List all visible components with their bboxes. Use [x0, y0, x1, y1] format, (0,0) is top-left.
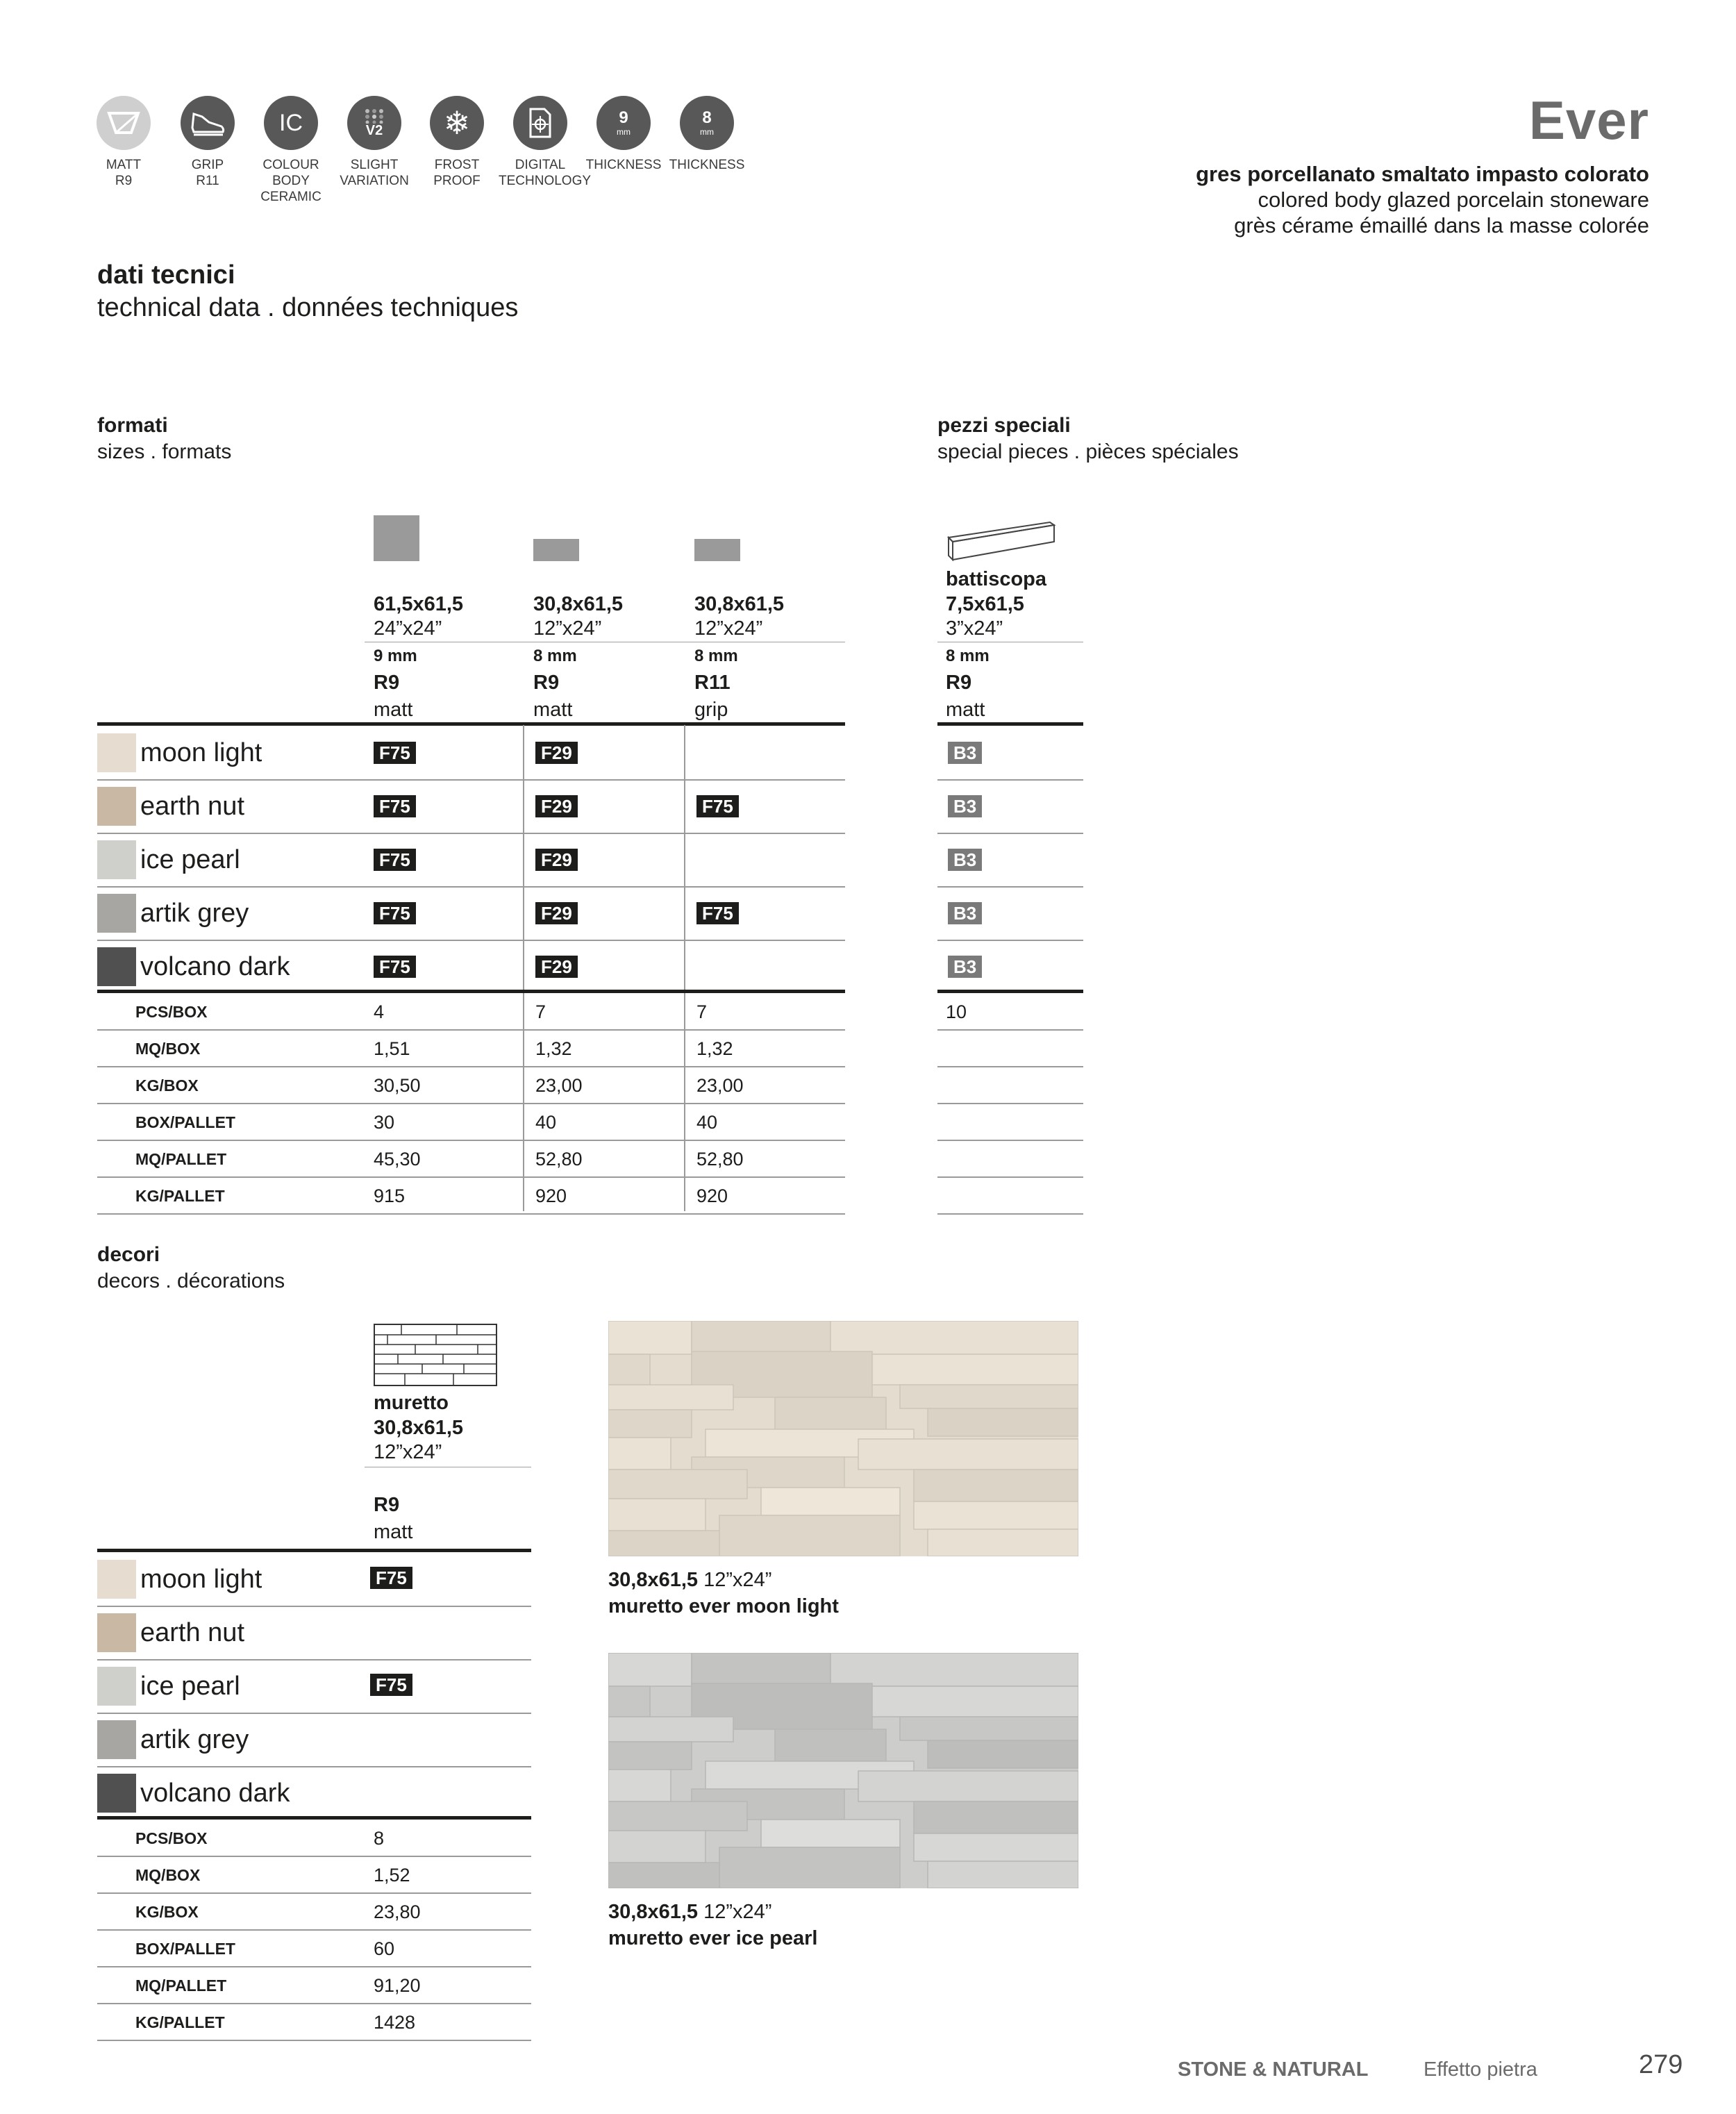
product-code-badge: F75 — [696, 902, 739, 924]
stat-value: 52,80 — [696, 1149, 744, 1170]
color-row — [97, 940, 290, 993]
stat-special-value: 10 — [946, 1001, 967, 1022]
thickness-9mm-icon: 9 mm — [596, 96, 651, 150]
stat-value: 920 — [696, 1185, 728, 1206]
stat-value: 1,32 — [535, 1038, 572, 1059]
page-number: 279 — [1639, 2050, 1683, 2079]
row-divider — [937, 779, 1083, 781]
feature-slight-variation: V2 SLIGHT VARIATION — [333, 96, 416, 189]
color-name: earth nut — [140, 1617, 244, 1647]
stat-label: KG/BOX — [135, 1076, 199, 1095]
decor-column-specs: R9 matt — [374, 1494, 413, 1543]
row-divider — [97, 1029, 845, 1031]
size-shape-rect — [533, 539, 579, 561]
column-divider — [523, 725, 524, 1211]
product-code-badge: F29 — [535, 849, 578, 871]
formati-subtitle: sizes . formats — [97, 440, 232, 463]
color-name: ice pearl — [140, 1671, 240, 1701]
special-code-badge: B3 — [948, 902, 982, 924]
ic-icon: IC — [264, 96, 318, 150]
row-divider — [937, 1029, 1083, 1031]
product-code-badge: F75 — [374, 956, 416, 978]
stat-value: 1,52 — [374, 1865, 410, 1886]
footer-subtitle: Effetto pietra — [1424, 2058, 1537, 2081]
stat-value: 40 — [696, 1112, 718, 1133]
row-divider — [97, 1213, 845, 1215]
row-divider — [937, 886, 1083, 888]
size-column-1: 61,5x61,5 24”x24” — [374, 593, 464, 640]
stat-value: 30 — [374, 1112, 395, 1133]
row-divider — [937, 1140, 1083, 1141]
feature-thickness-9: 9 mm THICKNESS — [582, 96, 665, 173]
feature-matt: MATT R9 — [82, 96, 165, 189]
stat-label: PCS/BOX — [135, 1829, 208, 1847]
product-code-badge: F29 — [535, 742, 578, 764]
stat-value: 45,30 — [374, 1149, 421, 1170]
special-column: battiscopa 7,5x61,5 3”x24” — [946, 568, 1047, 640]
color-row — [97, 833, 240, 886]
product-code-badge: F75 — [374, 849, 416, 871]
stat-value: 1,51 — [374, 1038, 410, 1059]
decor-column: muretto 30,8x61,5 12”x24” — [374, 1392, 464, 1463]
stat-value: 1428 — [374, 2012, 416, 2033]
feature-thickness-8: 8 mm THICKNESS — [665, 96, 749, 173]
row-divider — [97, 1103, 845, 1104]
shoe-icon — [181, 96, 235, 150]
decor-color-row — [97, 1660, 240, 1713]
matt-r9-icon — [97, 96, 151, 150]
table-mid-rule — [97, 990, 845, 993]
special-code-badge: B3 — [948, 795, 982, 817]
product-code-badge: F29 — [535, 956, 578, 978]
special-code-badge: B3 — [948, 956, 982, 978]
table-mid-rule — [937, 990, 1083, 993]
stat-value: 30,50 — [374, 1075, 421, 1096]
product-code-badge: F75 — [370, 1567, 412, 1589]
stat-value: 40 — [535, 1112, 557, 1133]
feature-digital: DIGITAL TECHNOLOGY — [499, 96, 582, 189]
stat-label: BOX/PALLET — [135, 1113, 235, 1131]
row-divider — [937, 833, 1083, 834]
decor-color-row — [97, 1606, 244, 1659]
color-row — [97, 887, 249, 940]
size-column-2: 30,8x61,5 12”x24” — [533, 593, 624, 640]
row-divider — [97, 1892, 531, 1894]
decori-subtitle: decors . décorations — [97, 1270, 285, 1292]
decor-mid-rule — [97, 1816, 531, 1820]
column-divider — [684, 725, 685, 1211]
color-name: moon light — [140, 1564, 262, 1594]
footer-category: STONE & NATURAL — [1178, 2058, 1369, 2081]
row-divider — [97, 1176, 845, 1178]
color-swatch — [97, 1560, 136, 1599]
product-code-badge: F75 — [374, 742, 416, 764]
stat-value: 23,80 — [374, 1901, 421, 1922]
decori-title: decori — [97, 1243, 160, 1266]
row-divider — [97, 2040, 531, 2041]
color-swatch — [97, 1720, 136, 1759]
digital-technology-icon — [513, 96, 567, 150]
decor-top-rule — [97, 1549, 531, 1552]
brand-title: Ever — [1528, 90, 1649, 151]
stat-value: 8 — [374, 1828, 385, 1849]
row-divider — [937, 1213, 1083, 1215]
size-column-1-specs: 9 mm R9 matt — [374, 647, 417, 721]
product-code-badge: F75 — [696, 795, 739, 817]
formati-title: formati — [97, 414, 168, 437]
feature-grip: GRIP R11 — [166, 96, 249, 189]
subtitle-english: colored body glazed porcelain stoneware — [1258, 188, 1649, 212]
row-divider — [937, 1066, 1083, 1067]
size-shape-rect — [694, 539, 740, 561]
special-code-badge: B3 — [948, 849, 982, 871]
decor-color-row — [97, 1713, 249, 1766]
stat-value: 91,20 — [374, 1975, 421, 1996]
color-swatch — [97, 840, 136, 879]
row-divider — [937, 1176, 1083, 1178]
special-column-specs: 8 mm R9 matt — [946, 647, 990, 721]
stat-label: KG/PALLET — [135, 1187, 225, 1205]
snowflake-icon: ❄ — [430, 96, 484, 150]
subtitle-french: grès cérame émaillé dans la masse colorée — [1234, 213, 1649, 238]
stat-label: PCS/BOX — [135, 1003, 208, 1021]
stat-label: KG/PALLET — [135, 2013, 225, 2031]
color-swatch — [97, 894, 136, 933]
product-code-badge: F29 — [535, 902, 578, 924]
size-column-3-specs: 8 mm R11 grip — [694, 647, 738, 721]
color-swatch — [97, 1667, 136, 1706]
stat-value: 7 — [696, 1001, 708, 1022]
variation-v2-icon: V2 — [347, 96, 401, 150]
color-name: artik grey — [140, 898, 249, 928]
skirting-shape — [946, 519, 1057, 563]
row-divider — [97, 2003, 531, 2004]
stat-value: 915 — [374, 1185, 406, 1206]
size-shape-square — [374, 515, 419, 561]
table-top-rule — [937, 722, 1083, 726]
row-divider — [97, 1966, 531, 1967]
color-name: artik grey — [140, 1724, 249, 1754]
decor-photo-ice-pearl — [608, 1653, 1078, 1888]
color-name: moon light — [140, 738, 262, 767]
stat-value: 52,80 — [535, 1149, 583, 1170]
table-top-rule — [97, 722, 845, 726]
pezzi-title: pezzi speciali — [937, 414, 1071, 437]
color-swatch — [97, 787, 136, 826]
stat-value: 23,00 — [535, 1075, 583, 1096]
pezzi-subtitle: special pieces . pièces spéciales — [937, 440, 1239, 463]
stat-value: 7 — [535, 1001, 546, 1022]
stat-label: MQ/BOX — [135, 1040, 201, 1058]
stat-value: 920 — [535, 1185, 567, 1206]
stat-label: BOX/PALLET — [135, 1940, 235, 1958]
tech-subtitle: technical data . données techniques — [97, 293, 519, 322]
row-divider — [97, 1856, 531, 1857]
row-divider — [97, 1140, 845, 1141]
color-name: ice pearl — [140, 844, 240, 874]
tech-title: dati tecnici — [97, 260, 235, 290]
product-code-badge: F75 — [374, 795, 416, 817]
row-divider — [937, 1103, 1083, 1104]
decor-caption-1: 30,8x61,5 12”x24” muretto ever moon light — [608, 1569, 839, 1617]
decor-photo-moon-light — [608, 1321, 1078, 1556]
stat-value: 60 — [374, 1938, 395, 1959]
stat-value: 1,32 — [696, 1038, 733, 1059]
row-divider — [97, 1929, 531, 1931]
stat-label: KG/BOX — [135, 1903, 199, 1921]
color-swatch — [97, 1774, 136, 1813]
stat-value: 23,00 — [696, 1075, 744, 1096]
feature-colour-body: IC COLOUR BODY CERAMIC — [249, 96, 333, 205]
special-code-badge: B3 — [948, 742, 982, 764]
color-row — [97, 726, 262, 779]
feature-frost-proof: ❄ FROST PROOF — [415, 96, 499, 189]
color-row — [97, 780, 244, 833]
muretto-pattern-icon — [374, 1324, 497, 1386]
subtitle-italian: gres porcellanato smaltato impasto colorato — [1196, 162, 1649, 186]
color-name: volcano dark — [140, 951, 290, 981]
product-code-badge: F29 — [535, 795, 578, 817]
decor-color-row — [97, 1553, 262, 1606]
row-divider — [937, 940, 1083, 941]
decor-caption-2: 30,8x61,5 12”x24” muretto ever ice pearl — [608, 1901, 818, 1949]
color-name: earth nut — [140, 791, 244, 821]
product-code-badge: F75 — [374, 902, 416, 924]
stat-label: MQ/PALLET — [135, 1150, 227, 1168]
stat-value: 4 — [374, 1001, 385, 1022]
color-swatch — [97, 733, 136, 772]
row-divider — [97, 1066, 845, 1067]
stat-label: MQ/PALLET — [135, 1976, 227, 1995]
color-swatch — [97, 1613, 136, 1652]
decor-color-row — [97, 1767, 290, 1820]
thickness-8mm-icon: 8 mm — [680, 96, 734, 150]
color-swatch — [97, 947, 136, 986]
size-column-2-specs: 8 mm R9 matt — [533, 647, 577, 721]
color-name: volcano dark — [140, 1778, 290, 1808]
stat-label: MQ/BOX — [135, 1866, 201, 1884]
product-code-badge: F75 — [370, 1674, 412, 1696]
size-column-3: 30,8x61,5 12”x24” — [694, 593, 785, 640]
